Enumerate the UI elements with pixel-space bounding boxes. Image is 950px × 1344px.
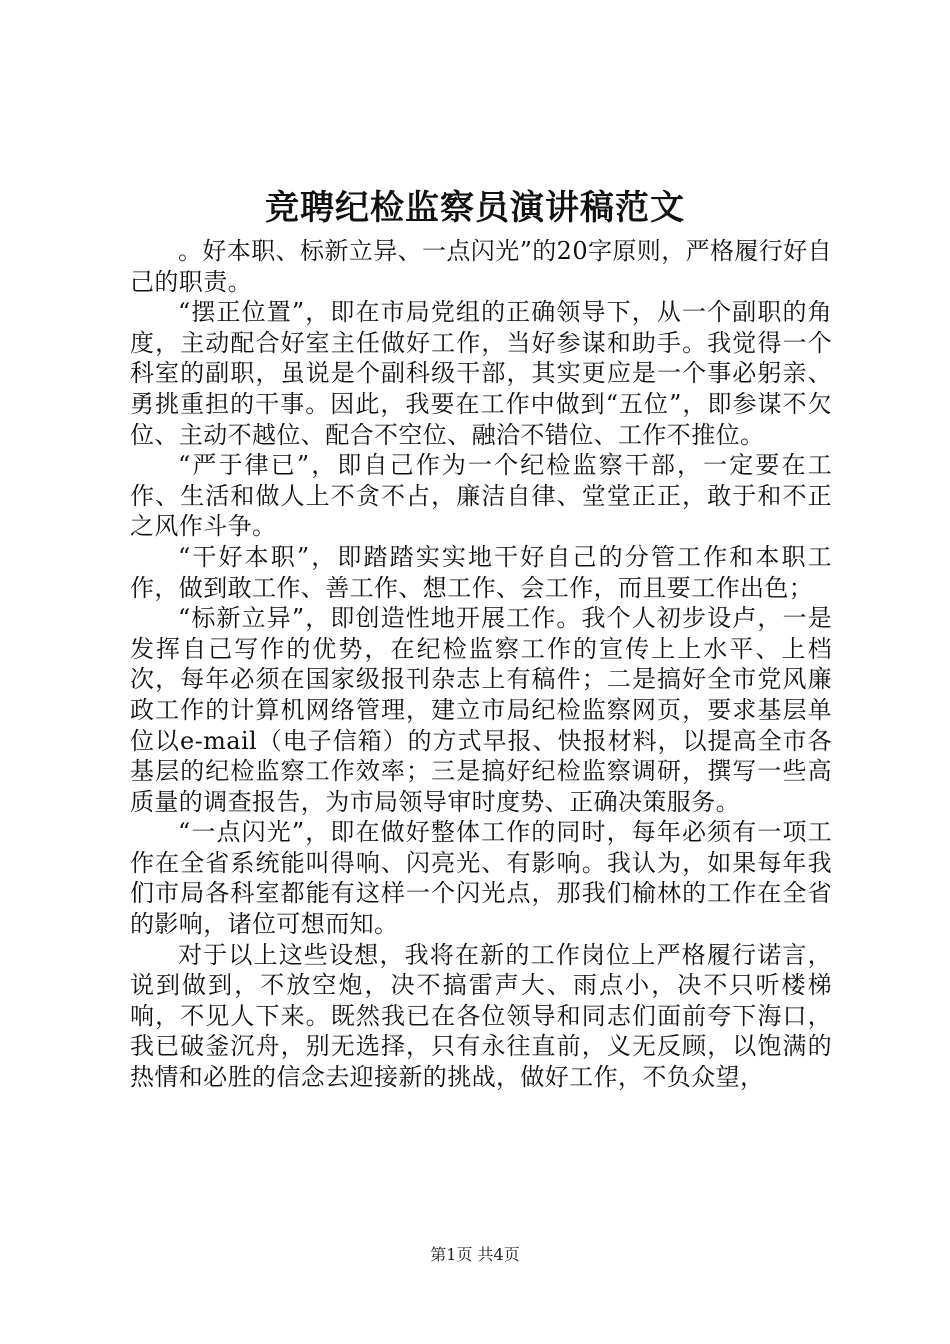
document-title: 竞聘纪检监察员演讲稿范文 xyxy=(265,188,685,228)
paragraph: 。好本职、标新立异、一点闪光”的20字原则，严格履行好自己的职责。 xyxy=(130,237,833,296)
page-number: 第1页 共4页 xyxy=(430,1245,520,1264)
paragraph: “摆正位置”，即在市局党组的正确领导下，从一个副职的角度，主动配合好室主任做好工作，当好参谋和助手。我觉得一个科室的副职，虽说是个副科级干部，其实更应是一个事必躬亲、勇挑重担的干事。因此，我要在工作中做到“五位”，即参谋不欠位、主动不越位、配合不空位、融洽不错位、工作不推位。 xyxy=(130,298,832,449)
paragraph: “干好本职”，即踏踏实实地干好自己的分管工作和本职工作，做到敢工作、善工作、想工作、会工作，而且要工作出色； xyxy=(130,542,832,602)
paragraph: “一点闪光”，即在做好整体工作的同时，每年必须有一项工作在全省系统能叫得响、闪亮光、有影响。我认为，如果每年我们市局各科室都能有这样一个闪光点，那我们榆林的工作在全省的影响，诸位可想而知。 xyxy=(130,818,832,939)
document-body xyxy=(130,236,832,1093)
paragraph: 对于以上这些设想，我将在新的工作岗位上严格履行诺言，说到做到，不放空炮，决不搞雷声大、雨点小，决不只听楼梯响，不见人下来。既然我已在各位领导和同志们面前夸下海口，我已破釜沉舟，别无选择，只有永往直前，义无反顾，以饱满的热情和必胜的信念去迎接新的挑战，做好工作，不负众望， xyxy=(130,940,832,1092)
paragraph: “严于律已”，即自己作为一个纪检监察干部，一定要在工作、生活和做人上不贪不占，廉洁自律、堂堂正正，敢于和不正之风作斗争。 xyxy=(130,451,832,541)
paragraph: “标新立异”，即创造性地开展工作。我个人初步设卢，一是发挥自己写作的优势，在纪检监察工作的宣传上上水平、上档次，每年必须在国家级报刊杂志上有稿件；二是搞好全市党风廉政工作的计算机网络管理，建立市局纪检监察网页，要求基层单位以e-mail（电子信箱）的方式早报、快报材料，以提高全市各基层的纪检监察工作效率；三是搞好纪检监察调研，撰写一些高质量的调查报告，为市局领导审时度势、正确决策服务。 xyxy=(130,604,832,816)
